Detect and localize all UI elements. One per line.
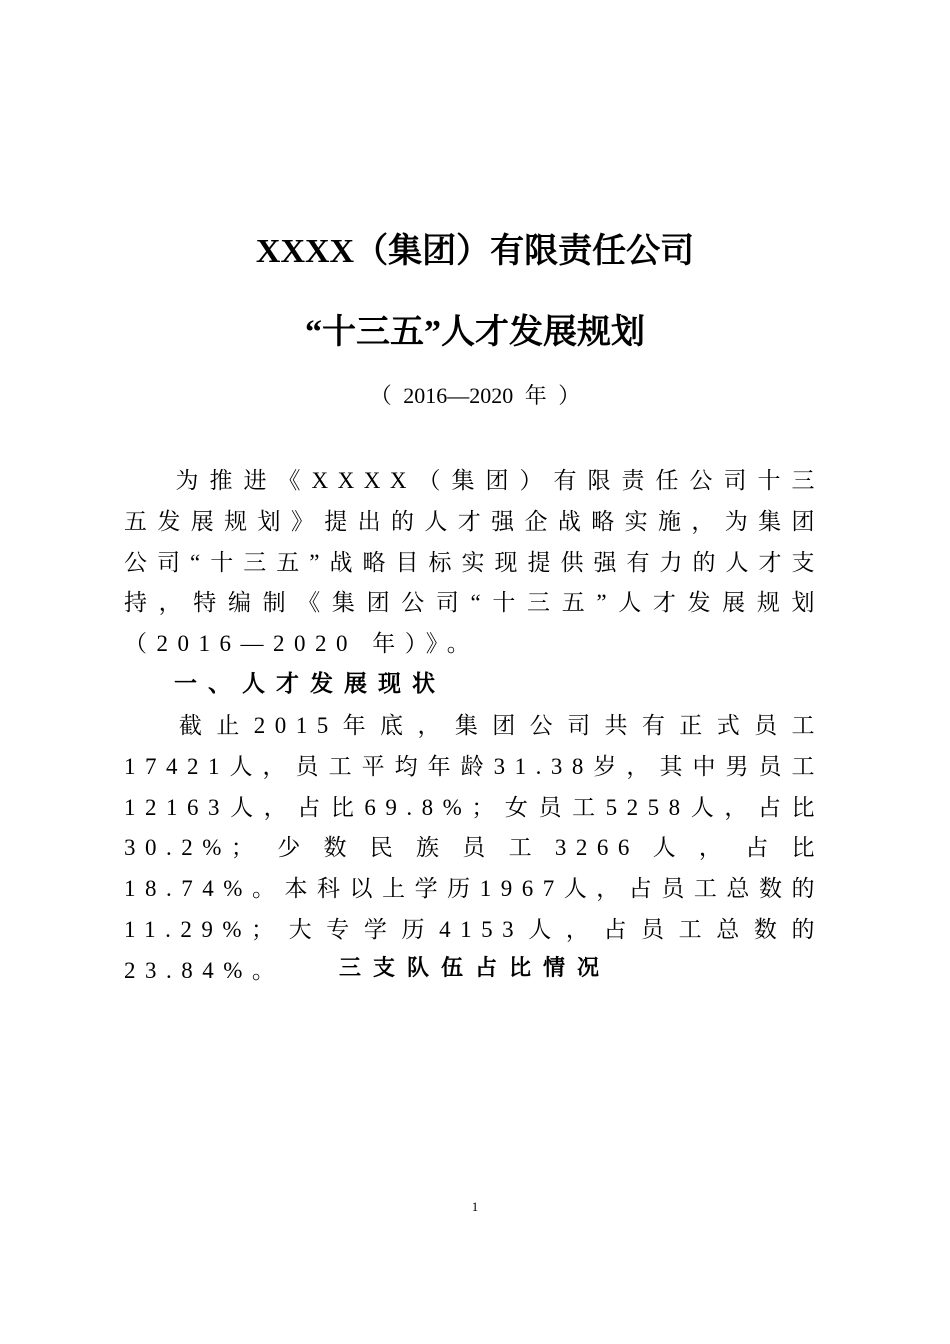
section-heading: 一、人才发展现状	[174, 671, 446, 697]
page-number: 1	[471, 1199, 479, 1214]
status-paragraph	[124, 706, 824, 992]
status-paragraph-text: 截止2015年底，集团公司共有正式员工17421人，员工平均年龄31.38岁，其中男员工12163人，占比69.8%；女员工5258人，占比30.2%；少数民族员工3266人，占比18.74%。本科以上学历1967人，占员工总数的11.29%；大专学历4153人，占员工总数的23.84%。	[124, 713, 824, 983]
document-title-company: XXXX（集团）有限责任公司	[255, 233, 695, 270]
subsection-heading: 三支队伍占比情况	[338, 956, 611, 981]
document-subtitle-years: （ 2016—2020 年 ）	[369, 383, 581, 408]
intro-paragraph-text: 为推进《XXXX（集团）有限责任公司十三五发展规划》提出的人才强企战略实施，为集团公司“十三五”战略目标实现提供强有力的人才支持，特编制《集团公司“十三五”人才发展规划（2016—2020 年）》。	[124, 468, 824, 657]
intro-paragraph	[124, 461, 824, 665]
document-title-plan: “十三五”人才发展规划	[305, 314, 645, 351]
